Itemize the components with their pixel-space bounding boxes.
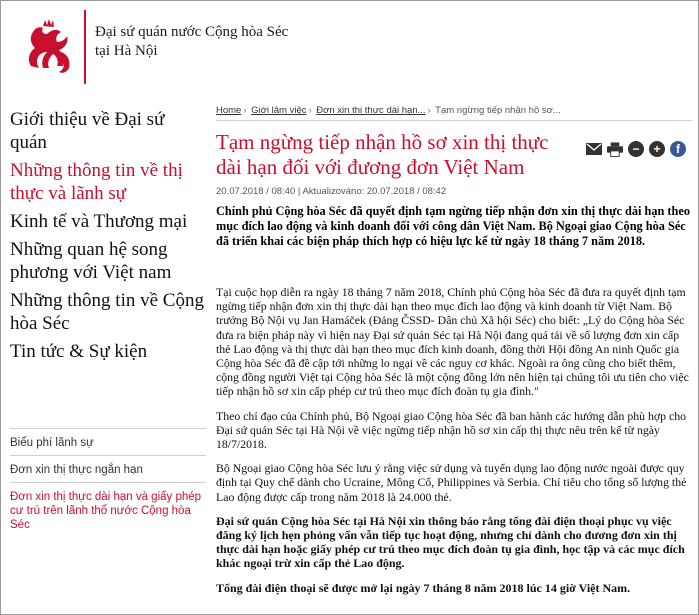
print-icon[interactable] <box>607 141 623 157</box>
article-paragraph-2: Theo chỉ đạo của Chính phủ, Bộ Ngoại giao Cộng hòa Séc đã ban hành các hướng dẫn phù hợp cho Đại sứ quán Séc tại Hà Nội về việc ngừng tiếp nhận hồ sơ xin cấp thị thực nêu trên kể từ ngày 18/7/2018. <box>216 408 686 452</box>
breadcrumb-separator-3: › <box>427 105 431 116</box>
facebook-icon[interactable]: f <box>670 141 686 157</box>
nav-item-economy-trade[interactable]: Kinh tế và Thương mại <box>10 211 188 232</box>
sub-navigation <box>10 428 206 537</box>
article-tools <box>586 141 686 157</box>
article-dates: 20.07.2018 / 08:40 | Aktualizováno: 20.07.2018 / 08:42 <box>216 186 447 197</box>
article-paragraph-1: Tại cuộc họp diễn ra ngày 18 tháng 7 năm 2018, Chính phủ Cộng hòa Séc đã đưa ra quyết định tạm ngừng tiếp nhận đơn xin thị thực dài hạn theo mục đích lao động và kinh doanh từ Việt Nam. Bộ trưởng Bộ Nội vụ Jan Hamáček (Đảng ČSSD- Dân chủ Xã hội Séc) cho biết: „Lý do Cộng hòa Séc đưa ra biện pháp này vì hiện nay Đại sứ quán Séc tại Hà Nội đang quá tải về số lượng đơn xin cấp thẻ Lao động và thị thực dài hạn theo mục đích kinh doanh, đồng thời Hội đồng An ninh Quốc gia Cộng hòa Séc đã đề cập tới những lo ngại về các nguy cơ khác. Ngoài ra ông cũng cho biết thêm, cộng đồng người Việt tại Cộng hòa Séc là một cộng đồng lớn nên hiện tại chúng tôi ưu tiên cho việc tiếp nhận hồ sơ xin cấp phép cư trú theo mục đích đoàn tụ gia đình." <box>216 285 689 399</box>
breadcrumb <box>216 105 692 121</box>
minus-circle-icon[interactable]: − <box>628 141 644 157</box>
article-paragraph-4: Đại sứ quán Cộng hòa Séc tại Hà Nội xin thông báo rằng tổng đài điện thoại phục vụ việc đăng ký lịch hẹn phỏng vấn vẫn tiếp tục hoạt động, nhưng chỉ dành cho đương đơn xin thị thực dài hạn hoặc giấy phép cư trú theo mục đích đoàn tụ gia đình, học tập và các mục đích khác ngoại trừ xin cấp thẻ Lao động. <box>216 513 685 571</box>
czech-lion-logo-icon[interactable] <box>17 16 79 78</box>
subnav-item-consular-fees[interactable]: Biểu phí lãnh sự <box>10 428 206 455</box>
nav-item-czech-info[interactable]: Những thông tin về Cộng hòa Séc <box>10 290 204 334</box>
breadcrumb-separator-2: › <box>308 105 312 116</box>
subnav-item-long-term-visa[interactable]: Đơn xin thị thực dài hạn và giấy phép cư trú trên lãnh thổ nước Cộng hòa Séc <box>10 482 206 537</box>
title-row <box>216 130 692 180</box>
breadcrumb-current: Tạm ngừng tiếp nhận hồ sơ... <box>435 105 561 116</box>
subnav-item-short-term-visa[interactable]: Đơn xin thị thực ngắn hạn <box>10 455 206 482</box>
embassy-name[interactable] <box>95 23 288 61</box>
page-title: Tạm ngừng tiếp nhận hồ sơ xin thị thực dài hạn đối với đương đơn Việt Nam <box>216 130 549 179</box>
embassy-name-line1: Đại sứ quán nước Cộng hòa Séc <box>95 24 289 40</box>
main-navigation <box>10 108 206 368</box>
nav-item-about-embassy[interactable]: Giới thiệu về Đại sứ quán <box>10 109 165 153</box>
nav-item-bilateral-relations[interactable]: Những quan hệ song phương với Việt nam <box>10 239 172 283</box>
nav-item-news-events[interactable]: Tin tức & Sự kiện <box>10 341 148 362</box>
main-content <box>216 105 692 595</box>
breadcrumb-home-link[interactable]: Home <box>216 105 242 116</box>
nav-item-visa-consular[interactable]: Những thông tin về thị thực và lãnh sự <box>10 160 183 204</box>
article-paragraph-5: Tổng đài điện thoại sẽ được mở lại ngày 7 tháng 8 năm 2018 lúc 14 giờ Việt Nam. <box>216 580 631 595</box>
mail-icon[interactable] <box>586 141 602 157</box>
header-divider <box>84 10 86 84</box>
article-paragraph-3: Bộ Ngoại giao Cộng hòa Séc lưu ý rằng việc sử dụng và tuyển dụng lao động nước ngoài được quy định tại Quy chế dành cho Ucraine, Mông Cổ, Philippines và Serbia. Chỉ tiêu cho tổng số lượng thẻ Lao động được cấp trong năm 2018 là 24.000 thẻ. <box>216 461 687 504</box>
plus-circle-icon[interactable]: + <box>649 141 665 157</box>
breadcrumb-separator-1: › <box>243 105 247 116</box>
article-lead: Chính phủ Cộng hòa Séc đã quyết định tạm ngừng tiếp nhận đơn xin thị thực dài hạn theo mục đích lao động và kinh doanh đối với công dân Việt Nam. Bộ Ngoại giao Cộng hòa Séc đã triển khai các biện pháp thích hợp có hiệu lực kể từ ngày 18 tháng 7 năm 2018. <box>216 204 690 248</box>
breadcrumb-link-1[interactable]: Giới lâm việc <box>251 105 307 116</box>
embassy-name-line2: tại Hà Nội <box>95 43 158 59</box>
breadcrumb-link-2[interactable]: Đơn xin thị thực dài hạn... <box>316 105 426 116</box>
